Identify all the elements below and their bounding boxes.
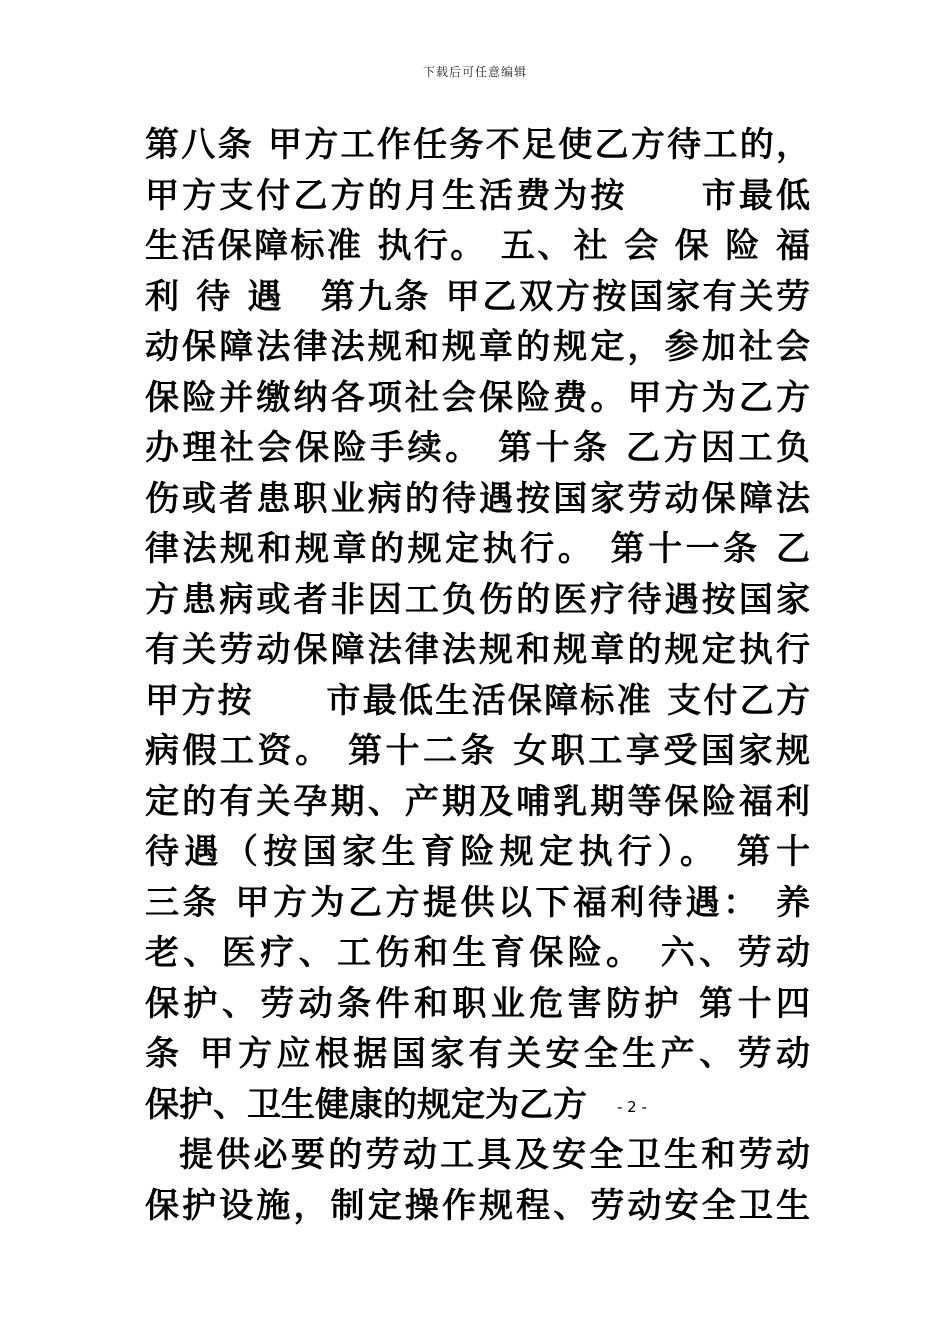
text-line: 保护设施，制定操作规程、劳动安全卫生 — [145, 1185, 810, 1226]
text-line: 三条 甲方为乙方提供以下福利待遇： 养 — [145, 882, 810, 923]
text-line: 甲方按 市最低生活保障标准 支付乙方 — [145, 680, 810, 721]
text-line: 定的有关孕期、产期及哺乳期等保险福利 — [145, 781, 810, 822]
text-line: 病假工资。 第十二条 女职工享受国家规 — [145, 731, 810, 771]
text-line: 条 甲方应根据国家有关安全生产、劳动 — [145, 1034, 810, 1074]
text-line: 待遇（按国家生育险规定执行）。 第十 — [145, 832, 810, 872]
text-line: 动保障法律法规和规章的规定，参加社会 — [145, 327, 810, 367]
text-line: 保护、劳动条件和职业危害防护 第十四 — [145, 983, 810, 1024]
page-header: 下载后可任意编辑 — [422, 65, 527, 79]
text-line: 利 待 遇 第九条 甲乙双方按国家有关劳 — [145, 276, 810, 317]
text-line: 提供必要的劳动工具及安全卫生和劳动 — [179, 1135, 810, 1175]
text-line: 生活保障标准 执行。 五、社 会 保 险 福 — [145, 226, 810, 266]
text-line: 有关劳动保障法律法规和规章的规定执行 — [145, 630, 810, 670]
text-line: 伤或者患职业病的待遇按国家劳动保障法 — [145, 478, 810, 519]
text-line: 方患病或者非因工负伤的医疗待遇按国家 — [145, 579, 810, 620]
text-line-content: 保护、卫生健康的规定为乙方 — [145, 1084, 587, 1125]
text-line: 第八条 甲方工作任务不足使乙方待工的， — [145, 125, 810, 165]
document-body — [145, 120, 810, 1231]
text-line: 律法规和规章的规定执行。 第十一条 乙 — [145, 529, 810, 569]
text-line: 办理社会保险手续。 第十条 乙方因工负 — [145, 428, 810, 468]
text-line: 老、医疗、工伤和生育保险。 六、劳动 — [145, 933, 810, 973]
page-number: - 2 - — [617, 1097, 647, 1116]
text-line: 甲方支付乙方的月生活费为按 市最低 — [145, 175, 810, 216]
text-line: 保险并缴纳各项社会保险费。甲方为乙方 — [145, 377, 810, 418]
text-line — [145, 1080, 810, 1131]
